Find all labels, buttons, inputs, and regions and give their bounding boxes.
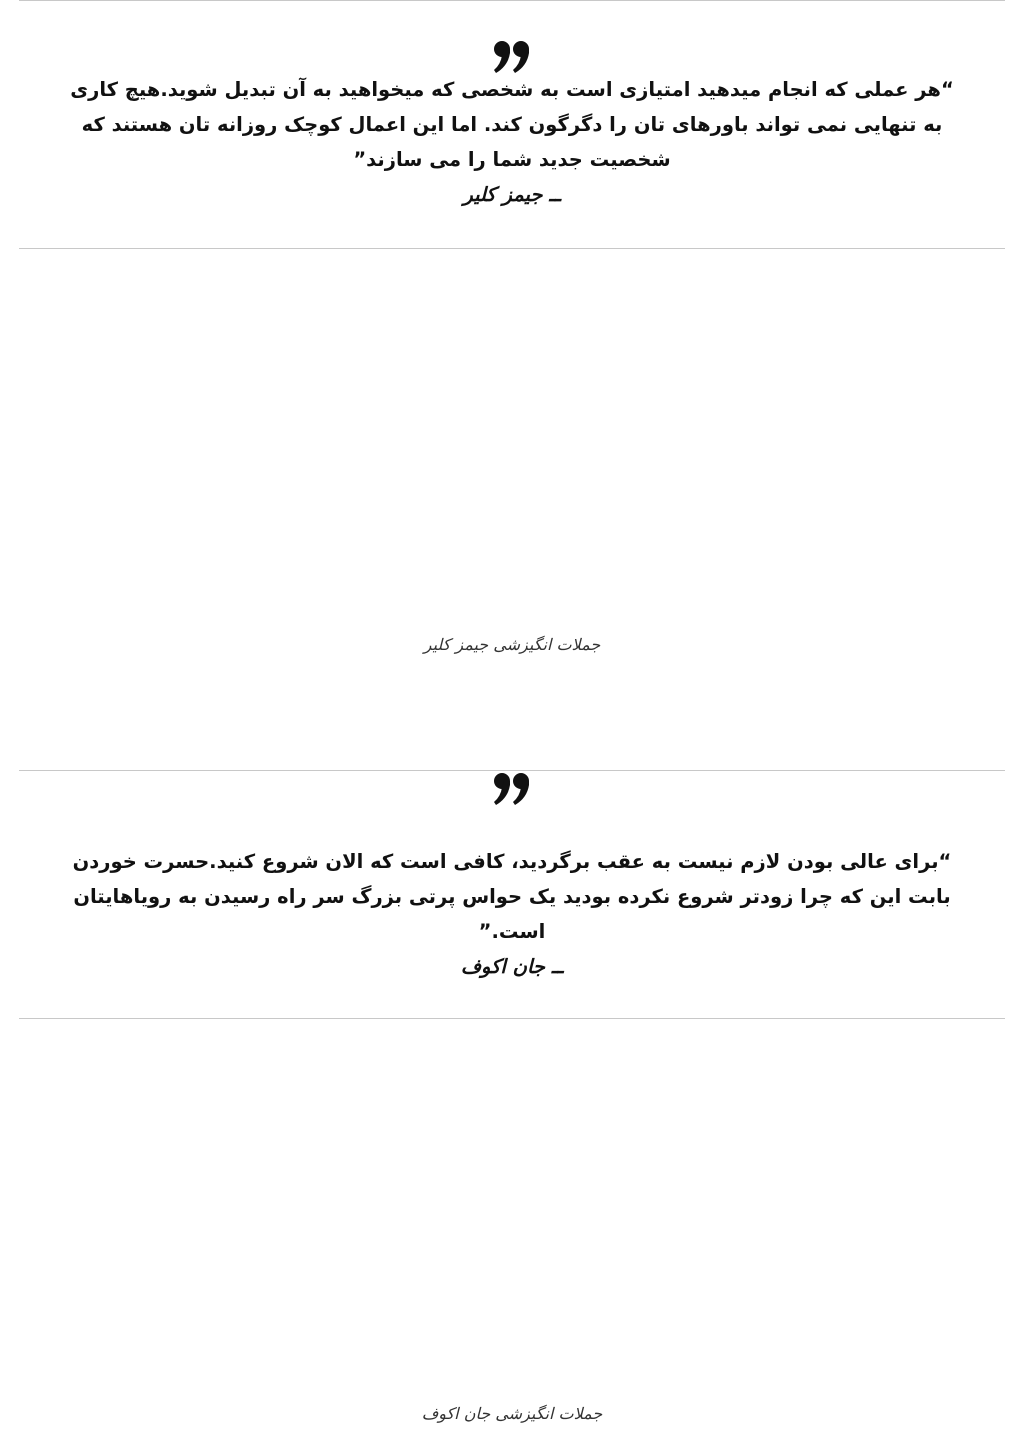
divider [19, 1018, 1005, 1019]
image-caption: جملات انگیزشی جان اکوف [421, 1404, 603, 1423]
quote-text: “برای عالی بودن لازم نیست به عقب برگردید، کافی است که الان شروع کنید.حسرت خوردن بابت این که چرا زودتر شروع نکرده بودید یک حواس پرتی بزرگ سر راه رسیدن به رویاهایتان است.” [72, 850, 952, 943]
quote-text: “هر عملی که انجام میدهید امتیازی است به شخصی که میخواهید به آن تبدیل شوید.هیچ کاری به تنهایی نمی تواند باورهای تان را دگرگون کند. اما این اعمال کوچک روزانه تان هستند که شخصیت جدید شما را می سازند” [70, 78, 954, 171]
divider [19, 248, 1005, 249]
divider-top [19, 0, 1005, 1]
closing-quote-icon [493, 772, 531, 806]
quote-block-2 [60, 772, 964, 984]
quote-author: ــ جان اکوف [460, 955, 564, 978]
quote-author: ــ جیمز کلیر [463, 183, 561, 206]
closing-quote-icon [493, 40, 531, 74]
quote-block-1 [60, 40, 964, 212]
divider [19, 770, 1005, 771]
image-caption: جملات انگیزشی جیمز کلیر [423, 635, 601, 654]
